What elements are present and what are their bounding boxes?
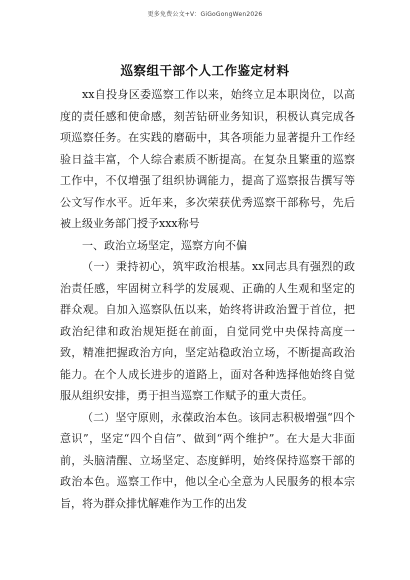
document-title: 巡察组干部个人工作鉴定材料 — [120, 63, 290, 78]
intro-paragraph: xx自投身区委巡察工作以来，始终立足本职岗位，以高度的责任感和使命感，刻苦钻研业务知识，积极认真完成各项巡察任务。在实践的磨砺中，其各项能力显著提升工作经验日益丰富，个人综合素质不断提高。在复杂且繁重的巡察工作中，不仅增强了组织协调能力，提高了巡察报告撰写等公文写作水平。近年来，多次荣获优秀巡察干部称号，先后被上级业务部门授予xxx称号 — [60, 88, 355, 230]
watermark-text: 更多免费公文+V：GiGoGongWen2026 — [147, 11, 263, 18]
subsection-paragraph-1: （一）秉持初心，筑牢政治根基。xx同志具有强烈的政治责任感，牢固树立科学的发展观、正确的人生观和坚定的群众观。自加入巡察队伍以来，始终将讲政治置于首位，把政治纪律和政治规矩挺在前面，自觉同党中央保持高度一致，精准把握政治方向，坚定站稳政治立场，不断提高政治能力。在个人成长进步的道路上，面对各种选择他始终自觉服从组织安排，勇于担当巡察工作赋予的重大责任。 — [60, 260, 355, 402]
section-heading-1: 一、政治立场坚定，巡察方向不偏 — [82, 238, 247, 252]
subsection-paragraph-2: （二）坚守原则，永葆政治本色。该同志积极增强“四个意识”，坚定“四个自信”、做到“两个维护”。在大是大非面前，头脑清醒、立场坚定、态度鲜明，始终保持巡察干部的政治本色。巡察工作中，他以全心全意为人民服务的根本宗旨，将为群众排忧解难作为工作的出发 — [60, 410, 355, 510]
document-body — [60, 84, 355, 514]
